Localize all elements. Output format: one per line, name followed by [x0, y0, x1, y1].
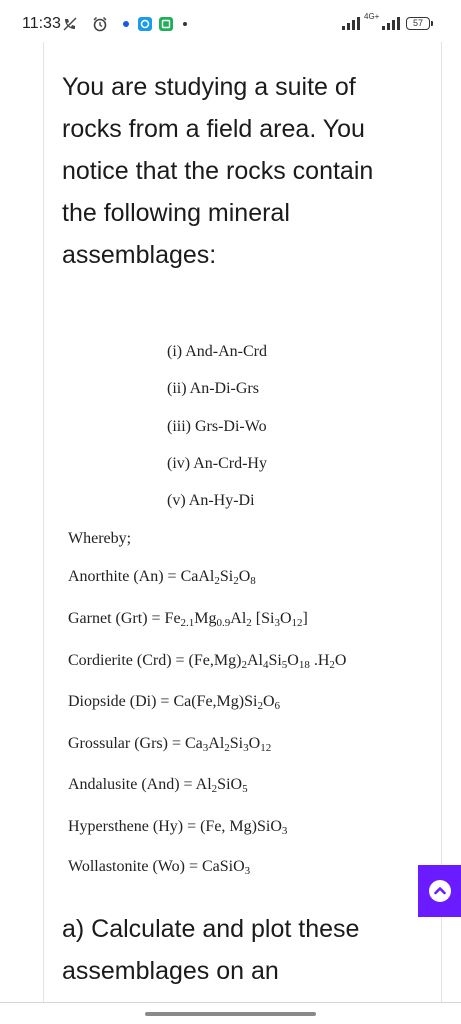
formula-part: O — [279, 610, 292, 627]
mineral-name: Cordierite (Crd) = — [68, 652, 189, 669]
alarm-icon — [92, 16, 108, 32]
formula-subscript: 12 — [260, 742, 272, 754]
formula-part: O — [334, 652, 347, 669]
formula-subscript: 0.9 — [216, 617, 231, 629]
formula-part: Al — [208, 735, 225, 752]
formula-part: Fe — [164, 610, 181, 627]
formula-part: ] — [302, 610, 308, 627]
status-time: 11:33 — [22, 15, 61, 32]
assemblage-item: (i) And-An-Crd — [167, 343, 267, 360]
formula-subscript: 3 — [274, 617, 280, 629]
formula-subscript: 3 — [281, 825, 288, 837]
whereby-label: Whereby; — [68, 530, 132, 547]
bottom-divider — [0, 1002, 461, 1003]
formula-subscript: 3 — [202, 742, 209, 754]
formula-part: O — [262, 693, 275, 710]
mineral-name: Diopside (Di) = — [68, 693, 174, 710]
formula-subscript: 3 — [244, 865, 251, 877]
scroll-to-top-button[interactable] — [418, 865, 461, 917]
formula-part: Si — [219, 568, 234, 585]
formula-garnet — [68, 610, 308, 628]
battery-icon: 57 — [406, 17, 430, 30]
formula-part: O — [238, 568, 251, 585]
formula-part: Al — [195, 776, 212, 793]
formula-subscript: 5 — [242, 783, 248, 795]
formula-anorthite — [68, 568, 256, 586]
formula-wollastonite — [68, 858, 250, 876]
formula-part: CaAl — [180, 568, 215, 585]
formula-subscript: 2 — [233, 575, 239, 587]
home-gesture-bar[interactable] — [145, 1012, 316, 1016]
assemblage-item: (iv) An-Crd-Hy — [167, 455, 267, 472]
formula-subscript: 2 — [246, 617, 252, 629]
formula-part: Mg — [194, 610, 217, 627]
signal-icon — [342, 16, 362, 30]
assemblage-item: (ii) An-Di-Grs — [167, 380, 259, 397]
formula-subscript: 2.1 — [180, 617, 195, 629]
formula-part: Ca — [185, 735, 203, 752]
formula-subscript: 2 — [214, 575, 220, 587]
app-icon-blue — [137, 16, 153, 32]
chevron-up-icon — [429, 880, 451, 902]
formula-subscript: 2 — [224, 742, 230, 754]
formula-subscript: 18 — [298, 659, 310, 671]
formula-part: (Fe,Mg) — [188, 652, 242, 669]
formula-hypersthene — [68, 818, 287, 836]
formula-subscript: 2 — [241, 659, 247, 671]
assemblage-item: (v) An-Hy-Di — [167, 492, 255, 509]
signal-icon — [382, 16, 402, 30]
formula-part: Al — [230, 610, 247, 627]
formula-andalusite — [68, 776, 248, 794]
assemblage-item: (iii) Grs-Di-Wo — [167, 418, 267, 435]
mineral-name: Grossular (Grs) = — [68, 735, 185, 752]
formula-subscript: 12 — [291, 617, 303, 629]
battery-tip — [431, 21, 433, 26]
notification-dot-icon — [118, 16, 134, 32]
formula-subscript: 2 — [329, 659, 335, 671]
no-call-icon — [62, 16, 78, 32]
mineral-name: Garnet (Grt) = — [68, 610, 165, 627]
formula-diopside — [68, 693, 280, 711]
formula-part: Si — [229, 735, 244, 752]
formula-subscript: 2 — [257, 700, 263, 712]
status-bar — [0, 0, 461, 48]
part-a-question: a) Calculate and plot these assemblages on an — [62, 915, 360, 985]
formula-part: O — [287, 652, 299, 669]
formula-part: O — [248, 735, 261, 752]
formula-subscript: 8 — [250, 575, 256, 587]
app-icon-green — [158, 16, 174, 32]
formula-part: [Si — [251, 610, 275, 627]
formula-part: Ca(Fe,Mg)Si — [173, 693, 258, 710]
mineral-name: Hypersthene (Hy) = — [68, 818, 201, 835]
question-intro: You are studying a suite of rocks from a field area. You notice that the rocks contain the following mineral assemblages: — [62, 73, 374, 269]
formula-grossular — [68, 735, 271, 753]
mineral-name: Andalusite (And) = — [68, 776, 196, 793]
formula-part: .H — [309, 652, 330, 669]
scroll-button-circle — [429, 880, 451, 902]
formula-subscript: 4 — [262, 659, 269, 671]
formula-part: SiO — [217, 776, 243, 793]
formula-part: (Fe, Mg)SiO — [200, 818, 282, 835]
formula-subscript: 6 — [274, 700, 281, 712]
formula-cordierite — [68, 652, 346, 670]
formula-part: Al — [246, 652, 263, 669]
network-type: 4G+ — [364, 12, 380, 21]
formula-subscript: 2 — [211, 783, 218, 795]
formula-part: Si — [268, 652, 282, 669]
formula-subscript: 5 — [281, 659, 288, 671]
formula-subscript: 3 — [243, 742, 249, 754]
more-notifications-dot — [183, 22, 187, 26]
mineral-name: Anorthite (An) = — [68, 568, 181, 585]
formula-part: CaSiO — [201, 858, 245, 875]
mineral-name: Wollastonite (Wo) = — [68, 858, 202, 875]
